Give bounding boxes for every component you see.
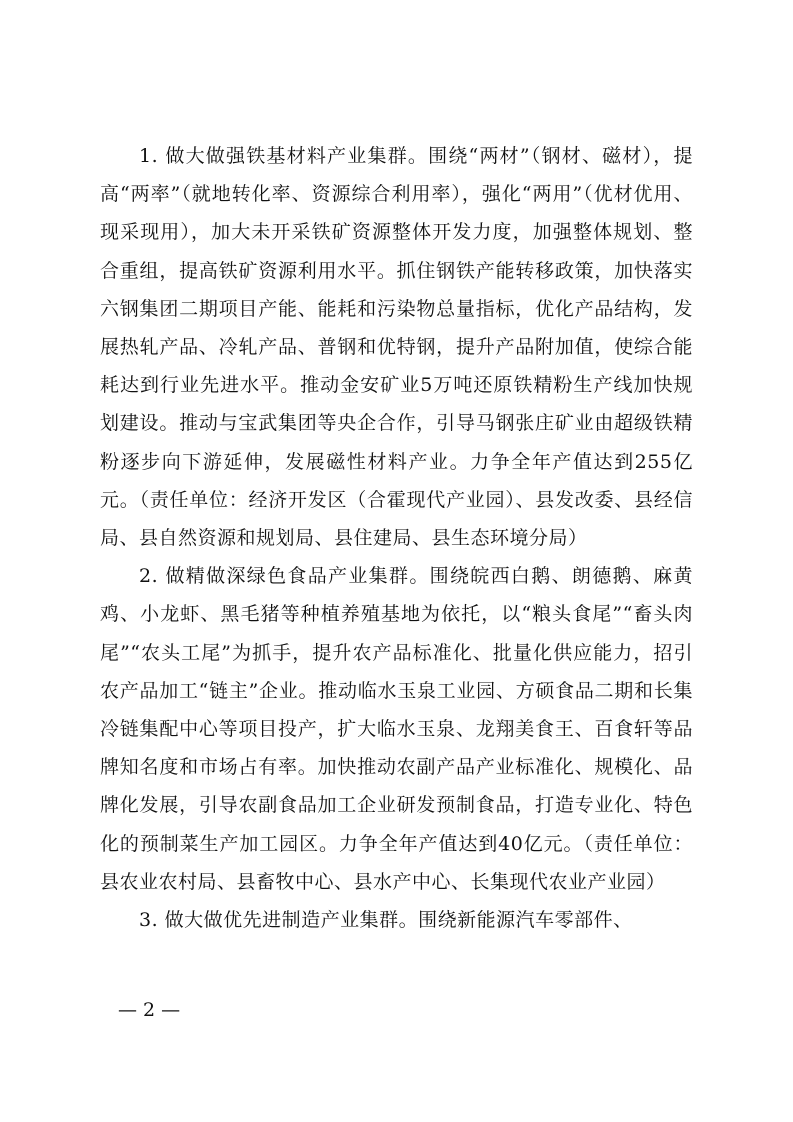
document-body bbox=[100, 137, 693, 939]
page-number: — 2 — bbox=[118, 999, 181, 1021]
paragraph-text: 围绕皖西白鹅、朗德鹅、麻黄鸡、小龙虾、黑毛猪等种植养殖基地为依托，以“粮头食尾”“畜头肉尾”“农头工尾”为抓手，提升农产品标准化、批量化供应能力，招引农产品加工“链主”企业。推动临水玉泉工业园、方硕食品二期和长集冷链集配中心等项目投产，扩大临水玉泉、龙翔美食王、百食轩等品牌知名度和市场占有率。加快推动农副产品产业标准化、规模化、品牌化发展，引导农副食品加工企业研发预制食品，打造专业化、特色化的预制菜生产加工园区。力争全年产值达到40亿元。（责任单位：县农业农村局、县畜牧中心、县水产中心、长集现代农业产业园） bbox=[100, 565, 693, 893]
paragraph-heading: 2. 做精做深绿色食品产业集群。 bbox=[139, 565, 430, 588]
paragraph-heading: 1. 做大做强铁基材料产业集群。 bbox=[139, 145, 429, 167]
paragraph-iron-materials bbox=[100, 137, 693, 557]
paragraph-advanced-manufacturing bbox=[100, 901, 693, 939]
paragraph-text: 围绕新能源汽车零部件、 bbox=[418, 909, 633, 932]
paragraph-text: 围绕“两材”（钢材、磁材），提高“两率”（就地转化率、资源综合利用率），强化“两用”（优材优用、现采现用），加大未开采铁矿资源整体开发力度，加强整体规划、整合重组，提高铁矿资源利用水平。抓住钢铁产能转移政策，加快落实六钢集团二期项目产能、能耗和污染物总量指标，优化产品结构，发展热轧产品、冷轧产品、普钢和优特钢，提升产品附加值，使综合能耗达到行业先进水平。推动金安矿业5万吨还原铁精粉生产线加快规划建设。推动与宝武集团等央企合作，引导马钢张庄矿业由超级铁精粉逐步向下游延伸，发展磁性材料产业。力争全年产值达到255亿元。（责任单位：经济开发区（合霍现代产业园）、县发改委、县经信局、县自然资源和规划局、县住建局、县生态环境分局） bbox=[100, 145, 693, 550]
paragraph-green-food bbox=[100, 557, 693, 901]
paragraph-heading: 3. 做大做优先进制造产业集群。 bbox=[139, 909, 419, 932]
